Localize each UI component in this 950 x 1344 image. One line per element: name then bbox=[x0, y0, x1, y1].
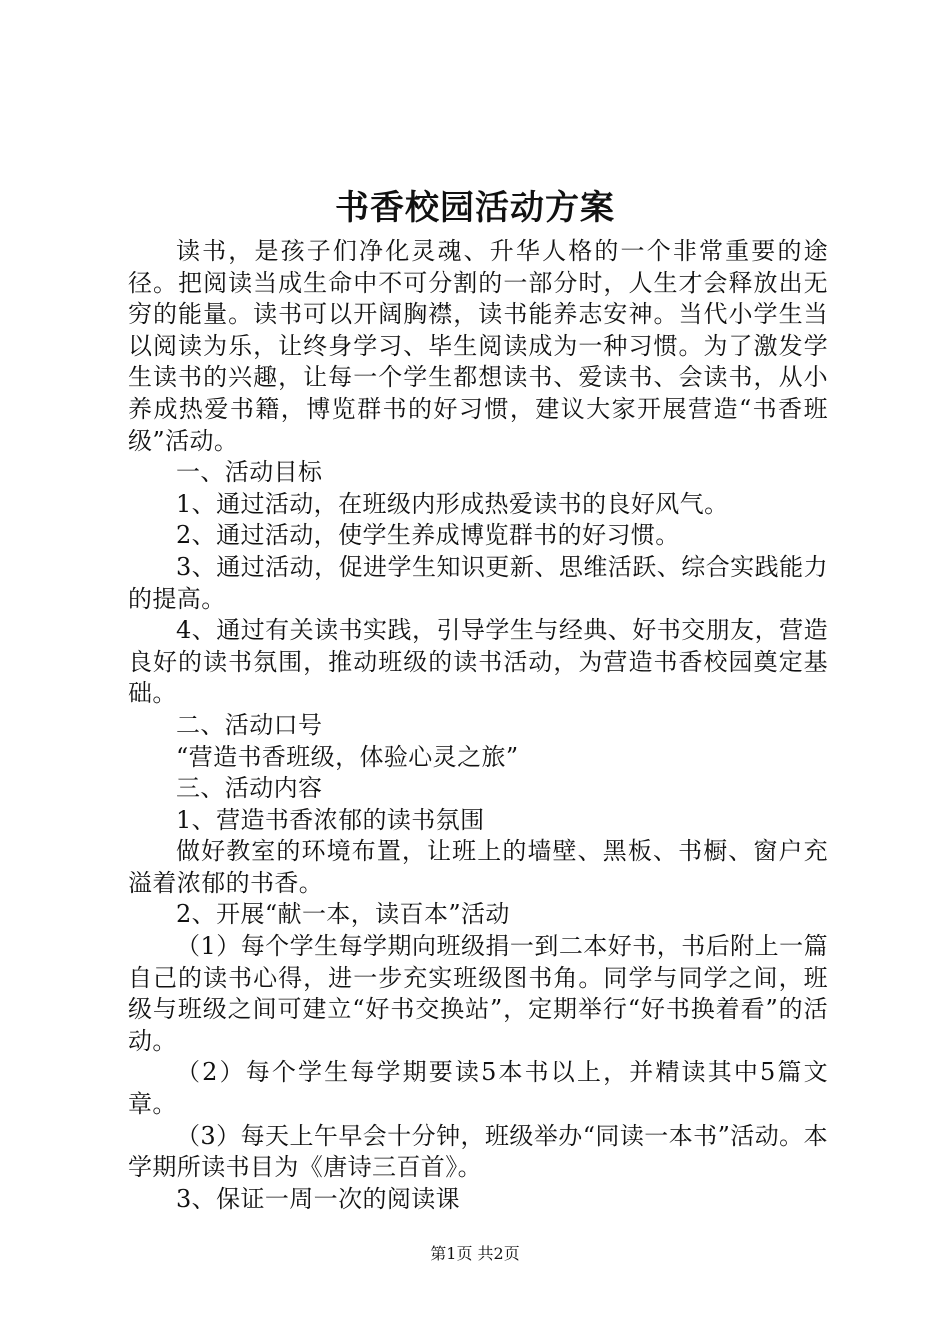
content-item-1-text: 做好教室的环境布置，让班上的墙壁、黑板、书橱、窗户充溢着浓郁的书香。 bbox=[128, 837, 828, 897]
slogan-text: “营造书香班级，体验心灵之旅” bbox=[176, 742, 519, 771]
goal-item-1: 1、通过活动，在班级内形成热爱读书的良好风气。 bbox=[176, 489, 729, 518]
goal-item-2: 2、通过活动，使学生养成博览群书的好习惯。 bbox=[176, 521, 680, 550]
intro-paragraph: 读书，是孩子们净化灵魂、升华人格的一个非常重要的途径。把阅读当成生命中不可分割的一部分时，人生才会释放出无穷的能量。读书可以开阔胸襟，读书能养志安神。当代小学生当以阅读为乐，让终身学习、毕生阅读成为一种习惯。为了激发学生读书的兴趣，让每一个学生都想读书、爱读书、会读书，从小养成热爱书籍，博览群书的好习惯，建议大家开展营造“书香班级”活动。 bbox=[128, 237, 828, 455]
content-item-2-sub-2: （2）每个学生每学期要读5本书以上，并精读其中5篇文章。 bbox=[128, 1058, 828, 1119]
content-item-2-heading: 2、开展“献一本，读百本”活动 bbox=[176, 900, 510, 929]
document-title: 书香校园活动方案 bbox=[335, 188, 615, 228]
content-item-2-sub-3: （3）每天上午早会十分钟，班级举办“同读一本书”活动。本学期所读书目为《唐诗三百首》。 bbox=[128, 1121, 828, 1182]
section-heading-goals: 一、活动目标 bbox=[176, 458, 323, 487]
page-footer: 第1页 共2页 bbox=[430, 1244, 520, 1263]
content-item-1-heading: 1、营造书香浓郁的读书氛围 bbox=[176, 805, 485, 834]
content-item-2-sub-1: （1）每个学生每学期向班级捐一到二本好书，书后附上一篇自己的读书心得，进一步充实班级图书角。同学与同学之间，班级与班级之间可建立“好书交换站”，定期举行“好书换着看”的活动。 bbox=[128, 932, 828, 1055]
goal-item-3: 3、通过活动，促进学生知识更新、思维活跃、综合实践能力的提高。 bbox=[128, 552, 828, 613]
goal-item-4: 4、通过有关读书实践，引导学生与经典、好书交朋友，营造良好的读书氛围，推动班级的读书活动，为营造书香校园奠定基础。 bbox=[128, 616, 828, 708]
content-item-3-heading: 3、保证一周一次的阅读课 bbox=[176, 1184, 461, 1213]
document-body bbox=[128, 236, 828, 1215]
section-heading-content: 三、活动内容 bbox=[176, 774, 323, 803]
section-heading-slogan: 二、活动口号 bbox=[176, 710, 323, 739]
